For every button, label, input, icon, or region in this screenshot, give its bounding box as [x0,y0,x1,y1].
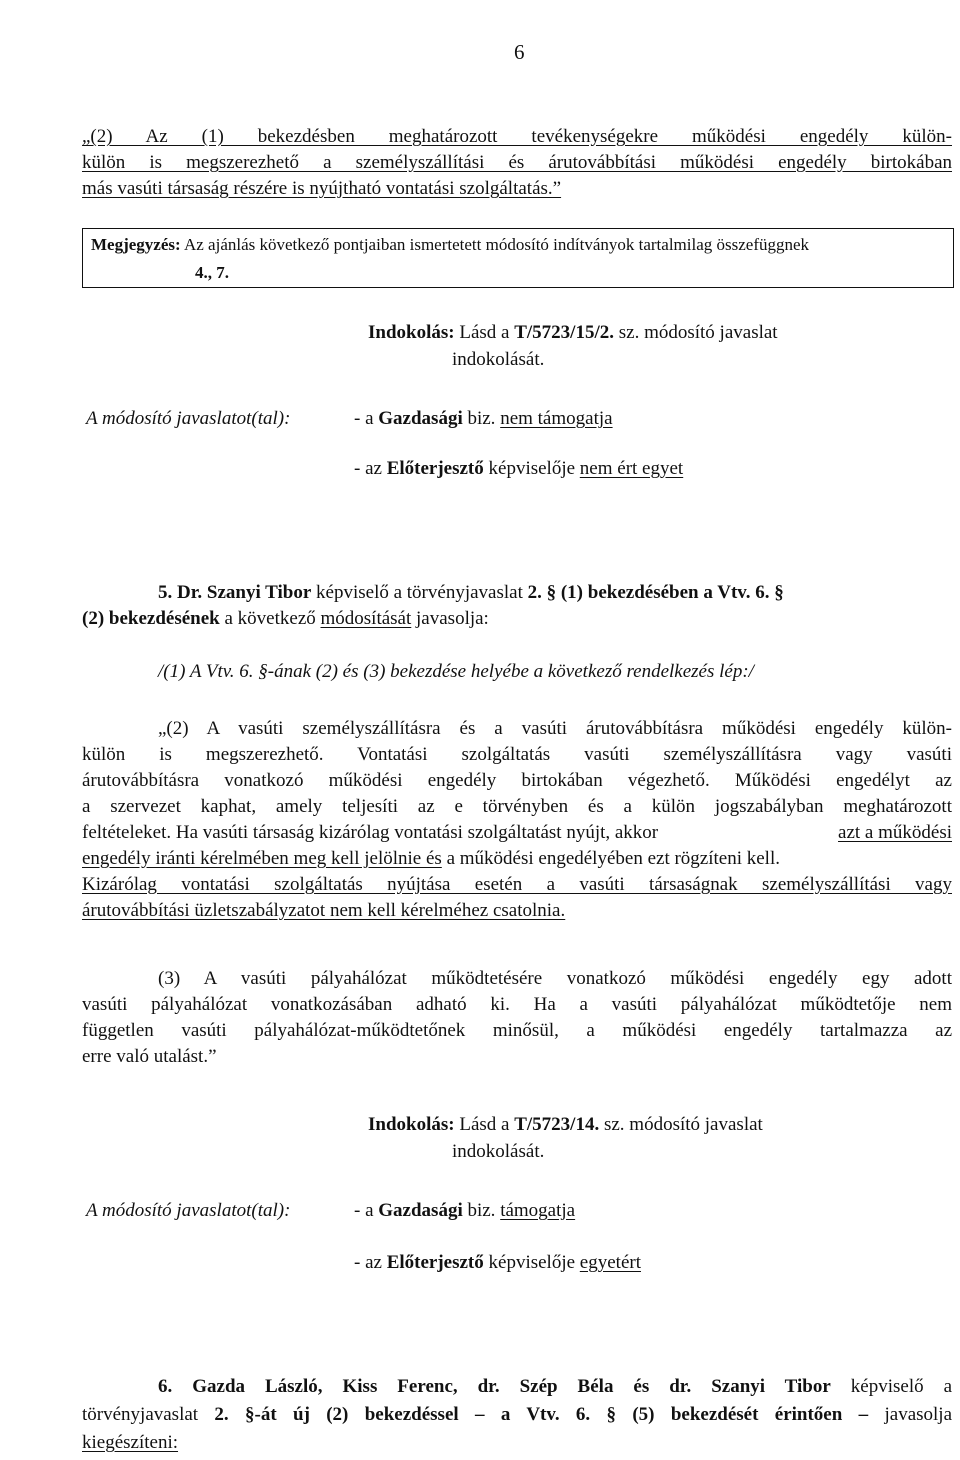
vote-body: Előterjesztő [386,1252,484,1273]
item-author: Dr. Szanyi Tibor [177,582,312,603]
indokolas-ref: T/5723/14. [514,1114,600,1135]
item-heading [158,582,784,604]
item-heading-cont [82,1402,952,1428]
text-span: engedély iránti kérelmében meg kell jelölnie és [82,848,442,869]
item-ref: 2. §-át új (2) bekezdéssel – a Vtv. 6. § (5) bekezdését érintően – [214,1404,869,1425]
note-line [91,235,809,255]
item-text: képviselő a [850,1376,953,1397]
vote-body: Gazdasági [378,1200,463,1221]
note-box [82,228,954,288]
text-line: erre való utalást.” [82,1046,217,1067]
text-line [82,846,952,872]
item-heading-cont: kiegészíteni: [82,1432,179,1453]
page-number: 6 [514,40,525,64]
text-span: azt a működési [838,822,952,843]
indokolas-text: Lásd a [459,1114,510,1135]
vote-line [354,1200,575,1222]
text-line: „(2) A vasúti személyszállításra és a vasúti árutovábbításra működési engedély külön- [158,718,952,739]
vote-line [354,408,613,430]
text-line: független vasúti pályahálózat-működtetőnek minősül, a működési engedély tartalmazza az [82,1020,952,1041]
text-line: árutovábbítási üzletszabályzatot nem kell kérelméhez csatolnia. [82,900,566,921]
note-refs: 4., 7. [195,263,229,282]
item-text: törvényjavaslat [82,1404,199,1425]
text-line: árutovábbításra vonatkozó működési engedély birtokában végezhető. Működési engedélyt az [82,770,952,791]
vote-prefix: - a [354,408,374,429]
vote-suffix: képviselője [488,458,576,479]
text-line: vasúti pályahálózat vonatkozásában adható ki. Ha a vasúti pályahálózat működtetője nem [82,994,952,1015]
indokolas-label: Indokolás: [368,1114,455,1135]
vote-prefix: - az [354,1252,382,1273]
vote-suffix: képviselője [488,1252,576,1273]
vote-verdict: támogatja [500,1200,576,1221]
text-line: külön is megszerezhető a személyszállítási és árutovábbítási működési engedély birtokában [82,152,952,173]
vote-suffix: biz. [467,408,496,429]
indokolas-text: sz. módosító javaslat [618,322,778,343]
vote-verdict: nem támogatja [500,408,613,429]
item-text: a következő [224,608,316,629]
indokolas-text: indokolását. [452,349,545,370]
indokolas-ref: T/5723/15/2. [514,322,614,343]
item-ref: (2) bekezdésének [82,608,220,629]
indokolas-text: Lásd a [459,322,510,343]
text-line: Kizárólag vontatási szolgáltatás nyújtása esetén a vasúti társaságnak személyszállítási vagy [82,874,952,895]
text-span: a működési engedélyében ezt rögzíteni kell. [446,848,780,869]
text-line [82,820,952,846]
vote-body: Előterjesztő [386,458,484,479]
instruction: /(1) A Vtv. 6. §-ának (2) és (3) bekezdése helyébe a következő rendelkezés lép:/ [158,661,754,682]
vote-line [354,458,683,480]
item-text: képviselő a törvényjavaslat [316,582,523,603]
vote-prefix: - az [354,458,382,479]
item-text: módosítását [320,608,412,629]
vote-line [354,1252,641,1274]
item-number: 6. [158,1376,173,1397]
vote-verdict: egyetért [579,1252,641,1273]
text-line: „(2) Az (1) bekezdésben meghatározott tevékenységekre működési engedély külön- [82,126,952,147]
indokolas-label: Indokolás: [368,322,455,343]
item-number: 5. [158,582,173,603]
text-line: a szervezet kaphat, amely teljesíti az e törvényben és a külön jogszabályban meghatározott [82,796,952,817]
item-heading [158,1374,952,1400]
note-label: Megjegyzés: [91,235,181,254]
vote-verdict: nem ért egyet [579,458,684,479]
vote-suffix: biz. [467,1200,496,1221]
item-text: javasolja [884,1404,953,1425]
vote-body: Gazdasági [378,408,463,429]
indokolas-line [368,1114,763,1136]
vote-prefix: - a [354,1200,374,1221]
text-line: más vasúti társaság részére is nyújtható vontatási szolgáltatás.” [82,178,562,199]
item-text: javasolja: [416,608,489,629]
text-span: feltételeket. Ha vasúti társaság kizárólag vontatási szolgáltatást nyújt, akkor [82,822,659,843]
modosito-label: A módosító javaslatot(tal): [86,1200,291,1221]
modosito-label: A módosító javaslatot(tal): [86,408,291,429]
note-text: Az ajánlás következő pontjaiban ismertetett módosító indítványok tartalmilag összefüggnek [183,235,810,254]
item-author: Gazda László, Kiss Ferenc, dr. Szép Béla és dr. Szanyi Tibor [192,1376,831,1397]
indokolas-text: sz. módosító javaslat [603,1114,763,1135]
text-line: (3) A vasúti pályahálózat működtetésére vonatkozó működési engedély egy adott [158,968,952,989]
indokolas-line [368,322,778,344]
text-line: külön is megszerezhető. Vontatási szolgáltatás vasúti személyszállításra vagy vasúti [82,744,952,765]
indokolas-text: indokolását. [452,1141,545,1162]
item-ref: 2. § (1) bekezdésében a Vtv. 6. § [527,582,784,603]
item-heading-cont [82,608,489,630]
